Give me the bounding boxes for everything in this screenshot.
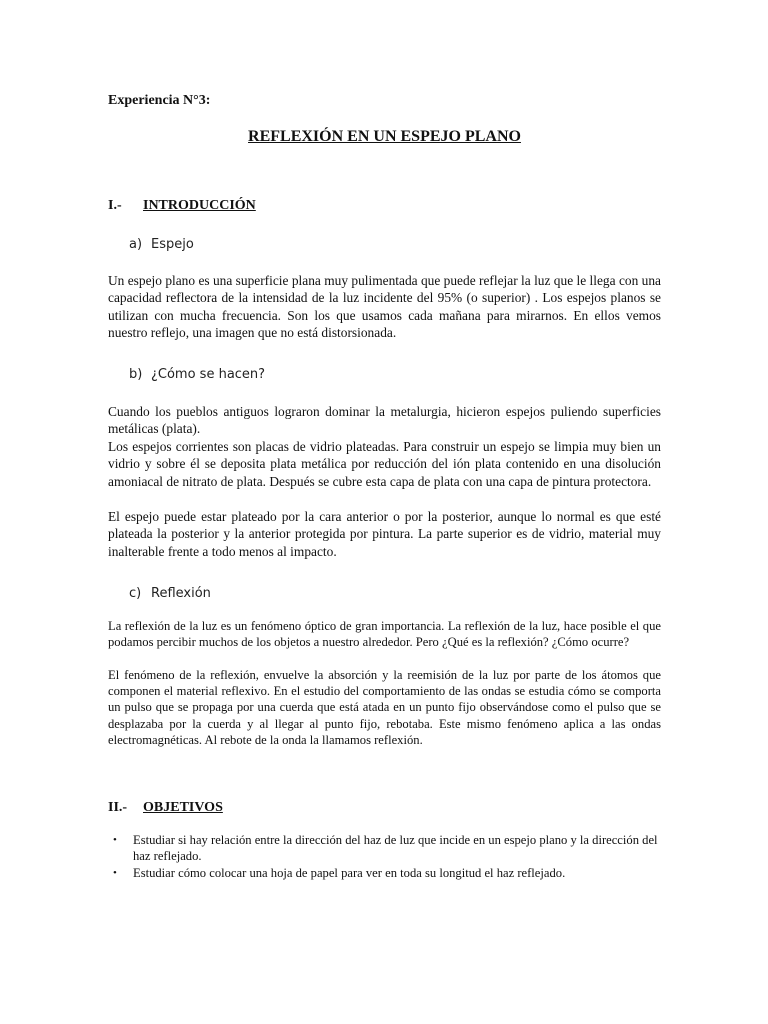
list-item [108,865,661,881]
list-item [108,832,661,864]
document-page [108,0,661,1024]
section-introduccion-heading [108,197,256,215]
subsection-title: Espejo [151,237,194,252]
document-title: REFLEXIÓN EN UN ESPEJO PLANO [248,128,521,145]
bullet-icon: • [113,867,117,880]
section-number: I.- [108,198,122,213]
paragraph-reflexion-2: El fenómeno de la reflexión, envuelve la absorción y la reemisión de la luz por parte de los átomos que componen el material reflexivo. En el estudio del comportamiento de las ondas se estudia cómo se comporta un pulso que se propaga por una cuerda que está atada en un punto fijo observándose como el pulso que se desplazaba por la cuerda y al llegar al punto fijo, rebotaba. Este mismo fenómeno aplica a las ondas electromagnéticas. Al rebote de la onda la llamamos reflexión. [108,668,661,747]
bullet-icon: • [113,834,117,846]
objectives-list [108,832,661,883]
section-objetivos-heading [108,799,223,817]
subsection-como-se-hacen-heading [129,366,265,384]
subsection-espejo-heading [129,236,194,254]
subsection-title: ¿Cómo se hacen? [151,367,266,382]
subsection-reflexion-heading [129,585,211,603]
subsection-letter: b) [129,367,143,382]
subsection-letter: a) [129,237,143,252]
objective-text: Estudiar cómo colocar una hoja de papel para ver en toda su longitud el haz reflejado. [133,866,566,881]
paragraph-espejo: Un espejo plano es una superficie plana muy pulimentada que puede reflejar la luz que le llega con una capacidad reflectora de la intensidad de la luz incidente del 95% (o superior) . Los espejos planos se utilizan con mucha frecuencia. Son los que usamos cada mañana para mirarnos. En ellos vemos nuestro reflejo, una imagen que no está distorsionada. [108,273,661,340]
section-title: INTRODUCCIÓN [143,198,256,213]
paragraph-como-se-hacen-2: Los espejos corrientes son placas de vidrio plateadas. Para construir un espejo se limpia muy bien un vidrio y sobre él se deposita plata metálica por reducción del ión plata contenido en una disolución amoniacal de nitrato de plata. Después se cubre esta capa de plata con una capa de pintura protectora. [108,439,661,489]
paragraph-reflexion-1: La reflexión de la luz es un fenómeno óptico de gran importancia. La reflexión de la luz, hace posible el que podamos percibir muchos de los objetos a nuestro alrededor. Pero ¿Qué es la reflexión? ¿Cómo ocurre? [108,619,661,650]
section-number: II.- [108,800,128,815]
subsection-letter: c) [129,586,142,601]
section-title: OBJETIVOS [143,800,223,815]
paragraph-como-se-hacen-1: Cuando los pueblos antiguos lograron dominar la metalurgia, hicieron espejos puliendo superficies metálicas (plata). [108,404,661,437]
subsection-title: Reflexión [151,586,211,601]
objective-text: Estudiar si hay relación entre la dirección del haz de luz que incide en un espejo plano y la dirección del haz reflejado. [133,833,658,864]
experiment-label: Experiencia N°3: [108,93,211,108]
paragraph-como-se-hacen-3: El espejo puede estar plateado por la cara anterior o por la posterior, aunque lo normal es que esté plateada la posterior y la anterior protegida por pintura. La parte superior es de vidrio, material muy inalterable frente a todo menos al impacto. [108,509,661,559]
